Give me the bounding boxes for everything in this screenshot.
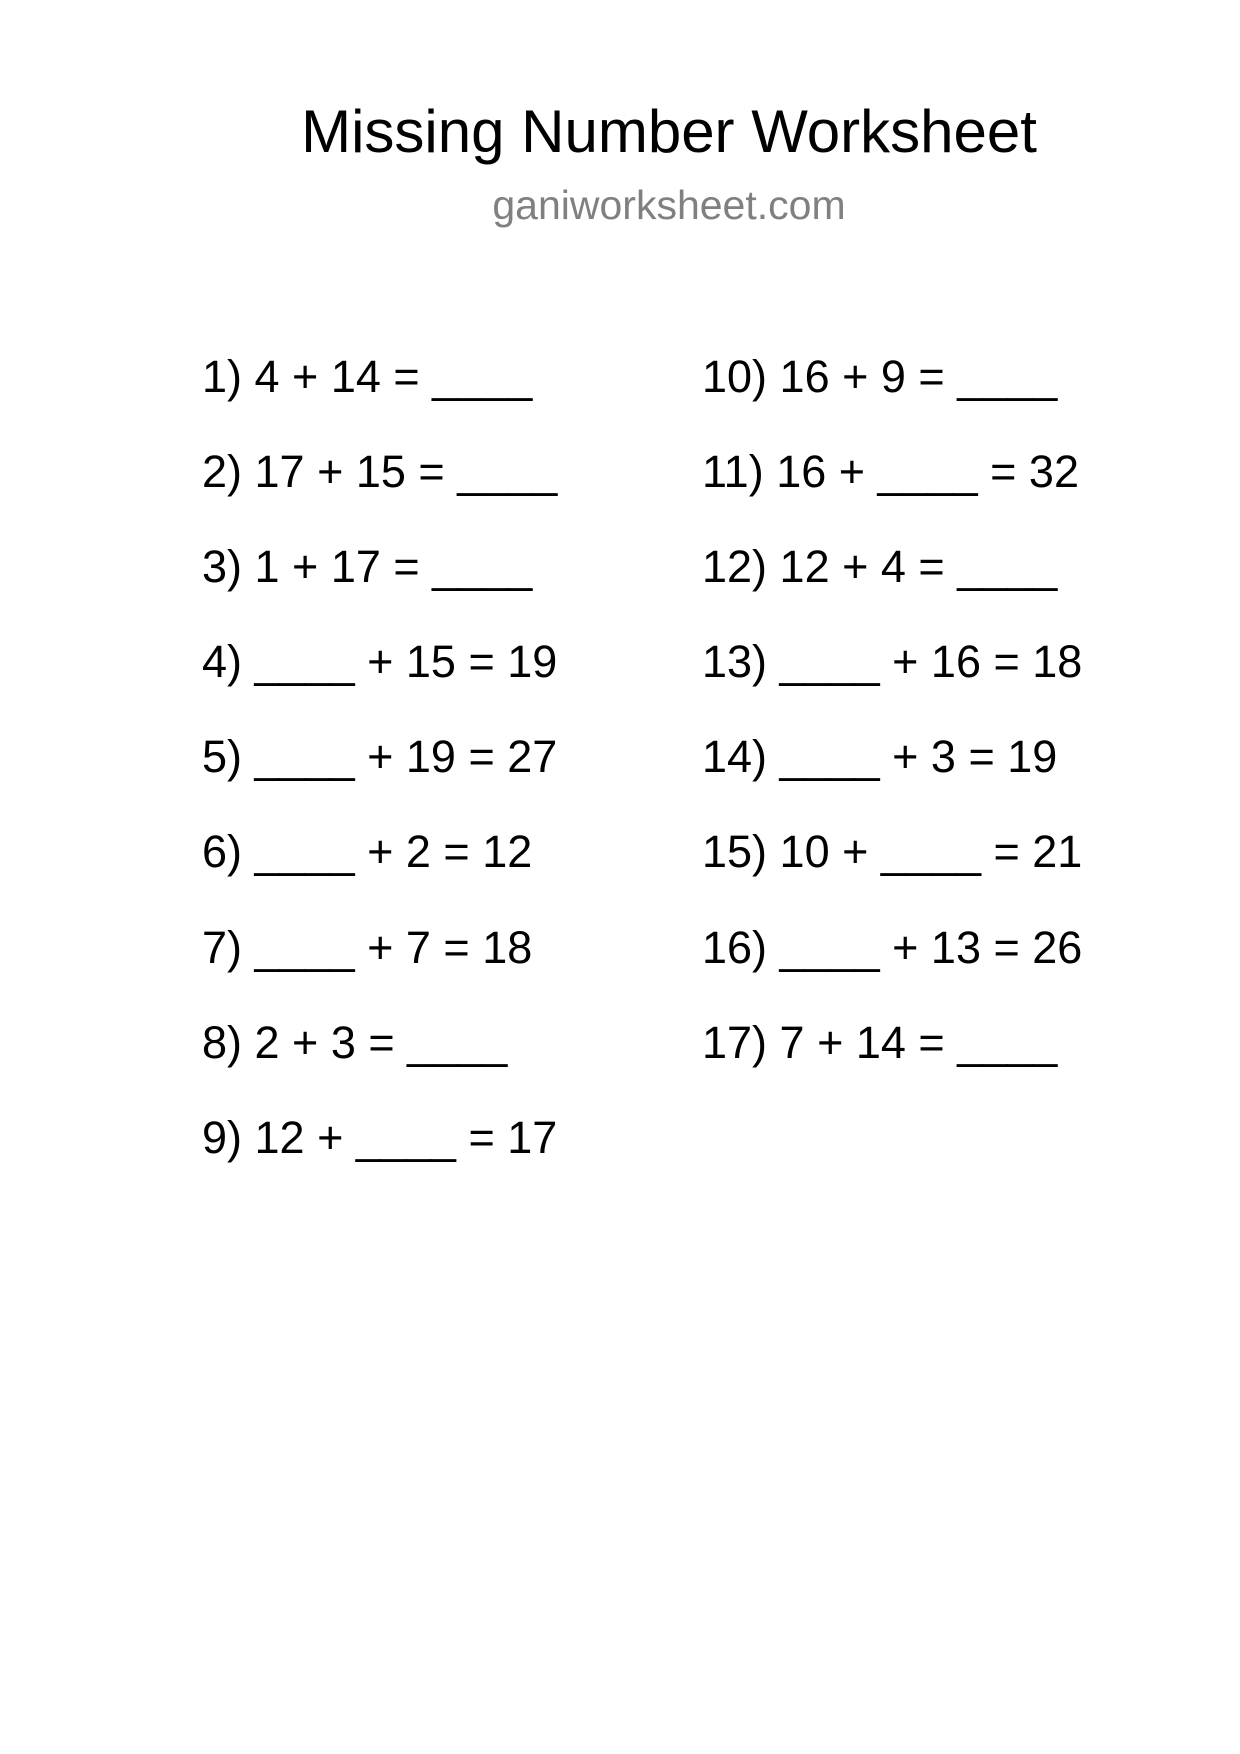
problem-6: 6) ____ + 2 = 12 [202,826,533,878]
problem-15: 15) 10 + ____ = 21 [702,826,1083,878]
problem-12: 12) 12 + 4 = ____ [702,541,1058,593]
problem-9: 9) 12 + ____ = 17 [202,1111,558,1163]
problem-5: 5) ____ + 19 = 27 [202,731,558,783]
problems-right-column [702,349,1082,1110]
problem-2: 2) 17 + 15 = ____ [202,446,558,498]
problem-10: 10) 16 + 9 = ____ [702,351,1058,402]
problems-left-column [202,349,557,1205]
problem-1: 1) 4 + 14 = ____ [202,351,533,402]
problem-17: 17) 7 + 14 = ____ [702,1016,1058,1068]
problem-14: 14) ____ + 3 = 19 [702,731,1058,783]
problem-11: 11) 16 + ____ = 32 [702,446,1079,498]
website-url: ganiworksheet.com [492,182,846,228]
problem-4: 4) ____ + 15 = 19 [202,636,558,688]
problem-8: 8) 2 + 3 = ____ [202,1016,508,1068]
problem-7: 7) ____ + 7 = 18 [202,921,533,973]
problem-3: 3) 1 + 17 = ____ [202,541,533,593]
problem-13: 13) ____ + 16 = 18 [702,636,1083,688]
worksheet-title: Missing Number Worksheet [301,98,1037,165]
problem-16: 16) ____ + 13 = 26 [702,921,1083,973]
